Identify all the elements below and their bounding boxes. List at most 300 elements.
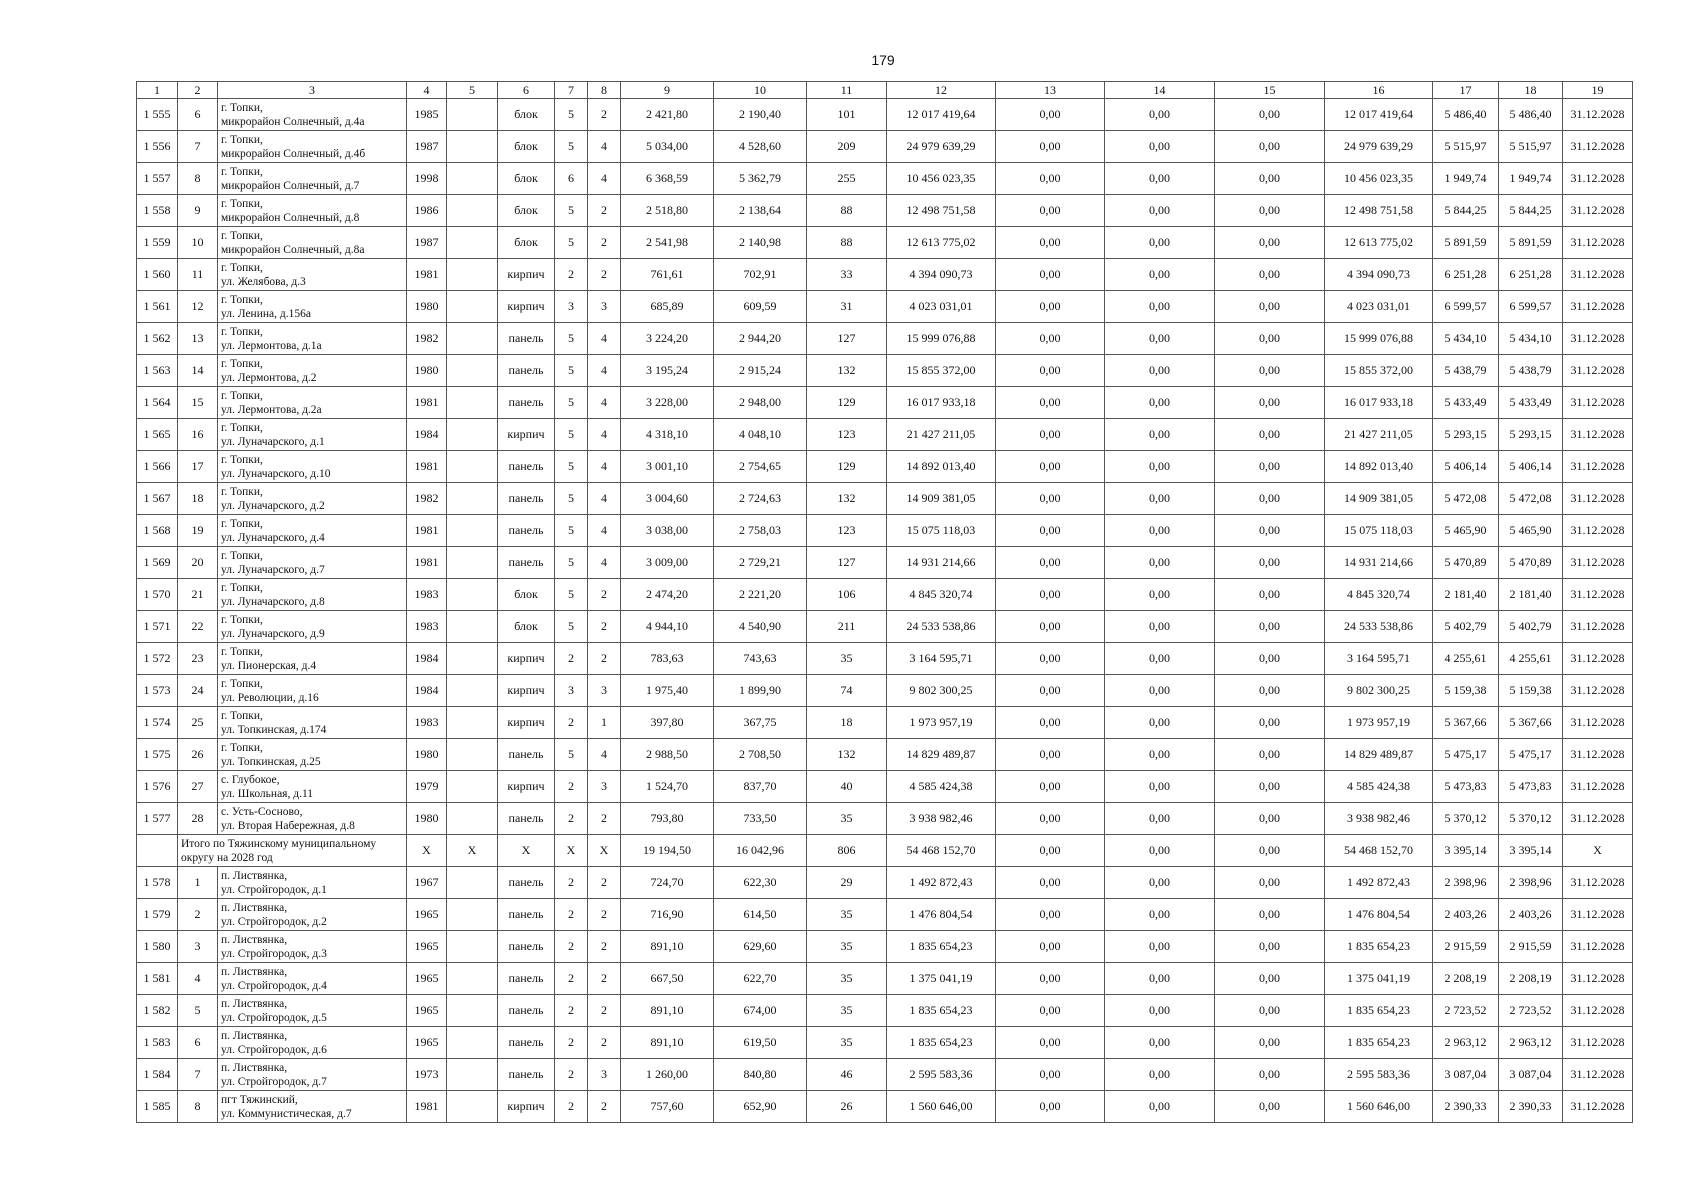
table-cell: 4 048,10 [714, 419, 807, 451]
table-cell: 1 835 654,23 [887, 995, 996, 1027]
table-cell: 54 468 152,70 [887, 835, 996, 867]
address-cell: г. Топки, ул. Лермонтова, д.2а [218, 387, 407, 419]
table-cell: 12 017 419,64 [1325, 99, 1433, 131]
table-cell: 255 [807, 163, 887, 195]
table-cell: 31.12.2028 [1563, 867, 1633, 899]
table-cell: 10 456 023,35 [887, 163, 996, 195]
table-cell: 2 208,19 [1433, 963, 1499, 995]
table-cell: 0,00 [1215, 291, 1325, 323]
table-cell: 5 406,14 [1499, 451, 1563, 483]
table-cell [447, 579, 498, 611]
table-cell: 1 576 [137, 771, 178, 803]
table-cell: 2 [555, 1027, 588, 1059]
table-cell: 0,00 [1215, 643, 1325, 675]
table-cell: 10 456 023,35 [1325, 163, 1433, 195]
table-cell: 35 [807, 931, 887, 963]
table-cell: 2 963,12 [1499, 1027, 1563, 1059]
table-cell: 3 009,00 [621, 547, 714, 579]
table-cell: 2 915,59 [1433, 931, 1499, 963]
table-cell: 13 [178, 323, 218, 355]
table-cell: 3 [588, 771, 621, 803]
table-cell: 0,00 [996, 1059, 1105, 1091]
table-cell: 31.12.2028 [1563, 675, 1633, 707]
table-cell: 0,00 [1215, 835, 1325, 867]
table-cell: 0,00 [1105, 355, 1215, 387]
table-cell: 35 [807, 1027, 887, 1059]
table-cell: 1984 [407, 643, 447, 675]
table-cell: 0,00 [1215, 931, 1325, 963]
table-cell: 4 [588, 355, 621, 387]
table-cell: 3 395,14 [1499, 835, 1563, 867]
table-cell: X [555, 835, 588, 867]
table-cell: 15 855 372,00 [1325, 355, 1433, 387]
column-header-12: 12 [887, 82, 996, 99]
table-row [137, 99, 1633, 131]
address-cell: п. Листвянка, ул. Стройгородок, д.4 [218, 963, 407, 995]
page-number: 179 [871, 52, 895, 68]
address-cell: г. Топки, ул. Желябова, д.3 [218, 259, 407, 291]
table-row [137, 515, 1633, 547]
table-cell: 0,00 [996, 451, 1105, 483]
table-cell: 24 533 538,86 [887, 611, 996, 643]
table-cell: 761,61 [621, 259, 714, 291]
table-cell: 35 [807, 643, 887, 675]
table-cell: 622,30 [714, 867, 807, 899]
table-cell: 0,00 [1215, 99, 1325, 131]
table-cell: 31.12.2028 [1563, 1059, 1633, 1091]
column-header-17: 17 [1433, 82, 1499, 99]
table-cell: 2 595 583,36 [1325, 1059, 1433, 1091]
table-cell: 2 140,98 [714, 227, 807, 259]
table-cell [447, 323, 498, 355]
table-cell: 757,60 [621, 1091, 714, 1123]
table-cell: 724,70 [621, 867, 714, 899]
table-cell [447, 227, 498, 259]
table-cell: 1965 [407, 931, 447, 963]
table-cell: 12 017 419,64 [887, 99, 996, 131]
table-cell: 2 915,24 [714, 355, 807, 387]
table-cell: 1984 [407, 419, 447, 451]
table-cell [447, 131, 498, 163]
table-cell: 5 475,17 [1433, 739, 1499, 771]
table-cell: 6 251,28 [1433, 259, 1499, 291]
column-header-8: 8 [588, 82, 621, 99]
table-cell: 24 979 639,29 [887, 131, 996, 163]
table-cell [447, 483, 498, 515]
table-row [137, 931, 1633, 963]
table-cell: 609,59 [714, 291, 807, 323]
table-cell: 5 473,83 [1499, 771, 1563, 803]
table-cell: 5 293,15 [1433, 419, 1499, 451]
table-cell: 0,00 [996, 515, 1105, 547]
table-cell: 129 [807, 387, 887, 419]
table-cell: 35 [807, 963, 887, 995]
table-row [137, 579, 1633, 611]
table-cell: 0,00 [1105, 835, 1215, 867]
table-cell [447, 771, 498, 803]
table-cell: 12 [178, 291, 218, 323]
table-cell: 6 [178, 99, 218, 131]
table-cell [447, 675, 498, 707]
table-cell: 12 498 751,58 [887, 195, 996, 227]
table-cell: 2 [555, 995, 588, 1027]
table-cell: 14 931 214,66 [1325, 547, 1433, 579]
table-cell: 31.12.2028 [1563, 163, 1633, 195]
table-cell: 3 [588, 1059, 621, 1091]
table-cell: 1 975,40 [621, 675, 714, 707]
table-cell: 5 [555, 99, 588, 131]
table-cell: 4 585 424,38 [1325, 771, 1433, 803]
table-cell: 0,00 [1105, 483, 1215, 515]
table-cell: 1 835 654,23 [1325, 1027, 1433, 1059]
table-cell: 3 [555, 291, 588, 323]
table-cell: 743,63 [714, 643, 807, 675]
table-cell: 0,00 [1215, 547, 1325, 579]
table-cell: 5 438,79 [1433, 355, 1499, 387]
column-number-row [137, 82, 1633, 99]
table-cell: 4 [588, 323, 621, 355]
table-cell: 0,00 [996, 707, 1105, 739]
table-cell: 629,60 [714, 931, 807, 963]
table-cell: 31.12.2028 [1563, 419, 1633, 451]
table-cell: 1 574 [137, 707, 178, 739]
table-cell: 2 724,63 [714, 483, 807, 515]
table-cell: 1 580 [137, 931, 178, 963]
table-cell: 1981 [407, 387, 447, 419]
table-cell: 6 599,57 [1499, 291, 1563, 323]
table-cell: панель [498, 1027, 555, 1059]
table-cell: панель [498, 547, 555, 579]
table-cell: 11 [178, 259, 218, 291]
table-cell: 3 164 595,71 [1325, 643, 1433, 675]
table-cell: 14 892 013,40 [887, 451, 996, 483]
table-cell: 31.12.2028 [1563, 643, 1633, 675]
table-cell: 2 [588, 995, 621, 1027]
table-cell: 31.12.2028 [1563, 547, 1633, 579]
table-cell: 5 159,38 [1499, 675, 1563, 707]
table-cell: 3 [588, 291, 621, 323]
table-cell: 4 528,60 [714, 131, 807, 163]
table-cell: 31.12.2028 [1563, 291, 1633, 323]
table-cell: 619,50 [714, 1027, 807, 1059]
address-cell: с. Глубокое, ул. Школьная, д.11 [218, 771, 407, 803]
table-cell: 21 427 211,05 [1325, 419, 1433, 451]
table-cell: 1 581 [137, 963, 178, 995]
table-cell: 5 433,49 [1433, 387, 1499, 419]
table-cell [447, 931, 498, 963]
table-cell: 1 492 872,43 [887, 867, 996, 899]
table-cell: 733,50 [714, 803, 807, 835]
table-cell: 31.12.2028 [1563, 131, 1633, 163]
table-cell: 5 486,40 [1499, 99, 1563, 131]
table-cell: 132 [807, 483, 887, 515]
table-cell: 1 [178, 867, 218, 899]
table-cell: 0,00 [1215, 963, 1325, 995]
table-cell: 0,00 [1105, 195, 1215, 227]
table-cell: 2 181,40 [1433, 579, 1499, 611]
table-cell: X [1563, 835, 1633, 867]
table-cell: панель [498, 483, 555, 515]
table-cell: панель [498, 355, 555, 387]
table-cell: 2 [588, 227, 621, 259]
table-cell: 5 [555, 131, 588, 163]
table-cell: 12 498 751,58 [1325, 195, 1433, 227]
table-row [137, 963, 1633, 995]
table-cell: 1 578 [137, 867, 178, 899]
table-cell: 31.12.2028 [1563, 771, 1633, 803]
table-cell: 2 403,26 [1499, 899, 1563, 931]
table-cell: 31.12.2028 [1563, 323, 1633, 355]
table-cell: 2 [588, 643, 621, 675]
table-cell: 5 434,10 [1499, 323, 1563, 355]
table-cell: 18 [807, 707, 887, 739]
table-row [137, 611, 1633, 643]
table-cell: 2 [555, 803, 588, 835]
table-cell: 1 563 [137, 355, 178, 387]
table-cell: 622,70 [714, 963, 807, 995]
table-cell [447, 963, 498, 995]
table-cell: 1 558 [137, 195, 178, 227]
table-cell: 35 [807, 995, 887, 1027]
table-cell: панель [498, 1059, 555, 1091]
table-cell: 0,00 [1105, 771, 1215, 803]
table-cell: X [498, 835, 555, 867]
table-cell: 5 844,25 [1499, 195, 1563, 227]
table-cell: 31.12.2028 [1563, 259, 1633, 291]
table-cell: 0,00 [1215, 419, 1325, 451]
address-cell: г. Топки, ул. Луначарского, д.8 [218, 579, 407, 611]
table-row [137, 899, 1633, 931]
table-cell: 31.12.2028 [1563, 515, 1633, 547]
table-cell: 23 [178, 643, 218, 675]
table-cell: 9 802 300,25 [887, 675, 996, 707]
address-cell: г. Топки, ул. Луначарского, д.9 [218, 611, 407, 643]
table-cell: 0,00 [1215, 355, 1325, 387]
table-cell: 0,00 [1215, 323, 1325, 355]
table-cell: 1 [588, 707, 621, 739]
table-cell: 1 575 [137, 739, 178, 771]
address-cell: г. Топки, ул. Луначарского, д.10 [218, 451, 407, 483]
address-cell: г. Топки, ул. Луначарского, д.1 [218, 419, 407, 451]
table-cell: 123 [807, 515, 887, 547]
table-cell: X [407, 835, 447, 867]
table-row [137, 771, 1633, 803]
table-cell: 209 [807, 131, 887, 163]
table-cell: 2 988,50 [621, 739, 714, 771]
table-cell: 685,89 [621, 291, 714, 323]
table-cell [447, 995, 498, 1027]
table-cell: 1 565 [137, 419, 178, 451]
table-cell: 0,00 [1105, 515, 1215, 547]
table-cell: 17 [178, 451, 218, 483]
table-cell: 4 023 031,01 [887, 291, 996, 323]
table-cell: блок [498, 163, 555, 195]
table-cell: 1 571 [137, 611, 178, 643]
table-cell: 2 [588, 803, 621, 835]
table-cell: 26 [807, 1091, 887, 1123]
table-cell: 0,00 [1215, 483, 1325, 515]
table-cell: 1 492 872,43 [1325, 867, 1433, 899]
table-cell: 31.12.2028 [1563, 803, 1633, 835]
table-cell: 0,00 [1105, 1091, 1215, 1123]
table-cell: X [447, 835, 498, 867]
table-cell: 0,00 [1105, 227, 1215, 259]
table-cell: 1 973 957,19 [887, 707, 996, 739]
table-cell: 6 368,59 [621, 163, 714, 195]
table-cell: 31.12.2028 [1563, 227, 1633, 259]
table-cell: 31.12.2028 [1563, 995, 1633, 1027]
table-cell: 1983 [407, 579, 447, 611]
table-row [137, 707, 1633, 739]
table-cell: 1998 [407, 163, 447, 195]
table-cell: 0,00 [996, 1027, 1105, 1059]
table-cell: 1 564 [137, 387, 178, 419]
table-cell: 4 [588, 419, 621, 451]
table-cell: 2 181,40 [1499, 579, 1563, 611]
table-cell [447, 451, 498, 483]
table-cell [137, 835, 178, 867]
table-cell: 2 944,20 [714, 323, 807, 355]
table-cell: 0,00 [1105, 931, 1215, 963]
table-cell: 5 [555, 451, 588, 483]
table-cell: панель [498, 515, 555, 547]
table-cell: 5 433,49 [1499, 387, 1563, 419]
table-cell: 793,80 [621, 803, 714, 835]
table-cell [447, 163, 498, 195]
table-cell: 8 [178, 1091, 218, 1123]
table-cell: 1 572 [137, 643, 178, 675]
table-cell: 15 075 118,03 [1325, 515, 1433, 547]
table-row [137, 995, 1633, 1027]
table-cell: 12 613 775,02 [887, 227, 996, 259]
table-cell: 1 260,00 [621, 1059, 714, 1091]
column-header-6: 6 [498, 82, 555, 99]
table-cell: 1965 [407, 963, 447, 995]
table-cell: 5 367,66 [1499, 707, 1563, 739]
table-cell: 806 [807, 835, 887, 867]
table-cell: 0,00 [996, 259, 1105, 291]
table-cell: 1 556 [137, 131, 178, 163]
address-cell: г. Топки, ул. Топкинская, д.25 [218, 739, 407, 771]
table-cell: 2 723,52 [1499, 995, 1563, 1027]
table-cell: 123 [807, 419, 887, 451]
table-cell: кирпич [498, 259, 555, 291]
address-cell: г. Топки, ул. Луначарского, д.7 [218, 547, 407, 579]
table-cell: 1986 [407, 195, 447, 227]
table-cell: 0,00 [1215, 1091, 1325, 1123]
table-cell: 1 560 646,00 [887, 1091, 996, 1123]
address-cell: п. Листвянка, ул. Стройгородок, д.1 [218, 867, 407, 899]
table-cell: панель [498, 995, 555, 1027]
table-cell: 15 999 076,88 [1325, 323, 1433, 355]
table-cell: 2 [555, 1091, 588, 1123]
table-cell: 674,00 [714, 995, 807, 1027]
table-cell: 5 891,59 [1433, 227, 1499, 259]
table-cell: 2 398,96 [1433, 867, 1499, 899]
table-cell: 0,00 [1105, 131, 1215, 163]
table-cell: 891,10 [621, 995, 714, 1027]
table-cell: 0,00 [996, 963, 1105, 995]
table-cell: 1 562 [137, 323, 178, 355]
table-cell: 46 [807, 1059, 887, 1091]
table-cell: 2 208,19 [1499, 963, 1563, 995]
table-cell: 1980 [407, 291, 447, 323]
table-cell: X [588, 835, 621, 867]
table-cell: 4 [588, 483, 621, 515]
table-cell: 129 [807, 451, 887, 483]
table-cell: 1 582 [137, 995, 178, 1027]
table-cell: 1 835 654,23 [887, 931, 996, 963]
table-row [137, 739, 1633, 771]
table-cell: 19 194,50 [621, 835, 714, 867]
table-cell: 31.12.2028 [1563, 1027, 1633, 1059]
total-label-cell: Итого по Тяжинскому муниципальному округу на 2028 год [178, 835, 407, 867]
table-cell: 24 [178, 675, 218, 707]
table-cell: 0,00 [996, 931, 1105, 963]
table-cell: 1965 [407, 1027, 447, 1059]
table-cell: 24 533 538,86 [1325, 611, 1433, 643]
table-cell: 0,00 [996, 867, 1105, 899]
table-row [137, 1091, 1633, 1123]
table-cell: 1 476 804,54 [887, 899, 996, 931]
table-cell: 0,00 [1105, 803, 1215, 835]
table-cell: 6 251,28 [1499, 259, 1563, 291]
table-cell: 0,00 [1215, 707, 1325, 739]
table-cell: 1 375 041,19 [887, 963, 996, 995]
table-row [137, 259, 1633, 291]
table-row [137, 291, 1633, 323]
table-cell: 132 [807, 739, 887, 771]
table-cell: 891,10 [621, 1027, 714, 1059]
table-cell: 0,00 [1105, 259, 1215, 291]
table-cell: кирпич [498, 643, 555, 675]
table-cell: 3 938 982,46 [887, 803, 996, 835]
table-row [137, 803, 1633, 835]
table-cell: 0,00 [1215, 163, 1325, 195]
table-cell: 2 [555, 643, 588, 675]
table-cell: 0,00 [996, 227, 1105, 259]
table-cell: 1980 [407, 803, 447, 835]
table-cell: 1 559 [137, 227, 178, 259]
table-cell: 1 476 804,54 [1325, 899, 1433, 931]
table-cell: 0,00 [1215, 259, 1325, 291]
table-cell: 1987 [407, 227, 447, 259]
table-cell: 101 [807, 99, 887, 131]
table-cell: 2 [555, 707, 588, 739]
table-row [137, 1059, 1633, 1091]
table-cell: 5 465,90 [1499, 515, 1563, 547]
table-cell: 0,00 [996, 1091, 1105, 1123]
table-cell: 702,91 [714, 259, 807, 291]
table-cell: 0,00 [996, 163, 1105, 195]
table-cell: 2 518,80 [621, 195, 714, 227]
table-cell: блок [498, 227, 555, 259]
table-cell: 5 402,79 [1499, 611, 1563, 643]
table-cell: 3 001,10 [621, 451, 714, 483]
table-cell: 5 406,14 [1433, 451, 1499, 483]
table-cell: 1 567 [137, 483, 178, 515]
table-cell: 5 [555, 419, 588, 451]
table-cell [447, 547, 498, 579]
table-cell: 211 [807, 611, 887, 643]
table-cell: 1 569 [137, 547, 178, 579]
table-cell: 5 470,89 [1433, 547, 1499, 579]
table-cell: 106 [807, 579, 887, 611]
address-cell: п. Листвянка, ул. Стройгородок, д.6 [218, 1027, 407, 1059]
table-cell: панель [498, 323, 555, 355]
table-cell: 0,00 [996, 355, 1105, 387]
table-row [137, 643, 1633, 675]
